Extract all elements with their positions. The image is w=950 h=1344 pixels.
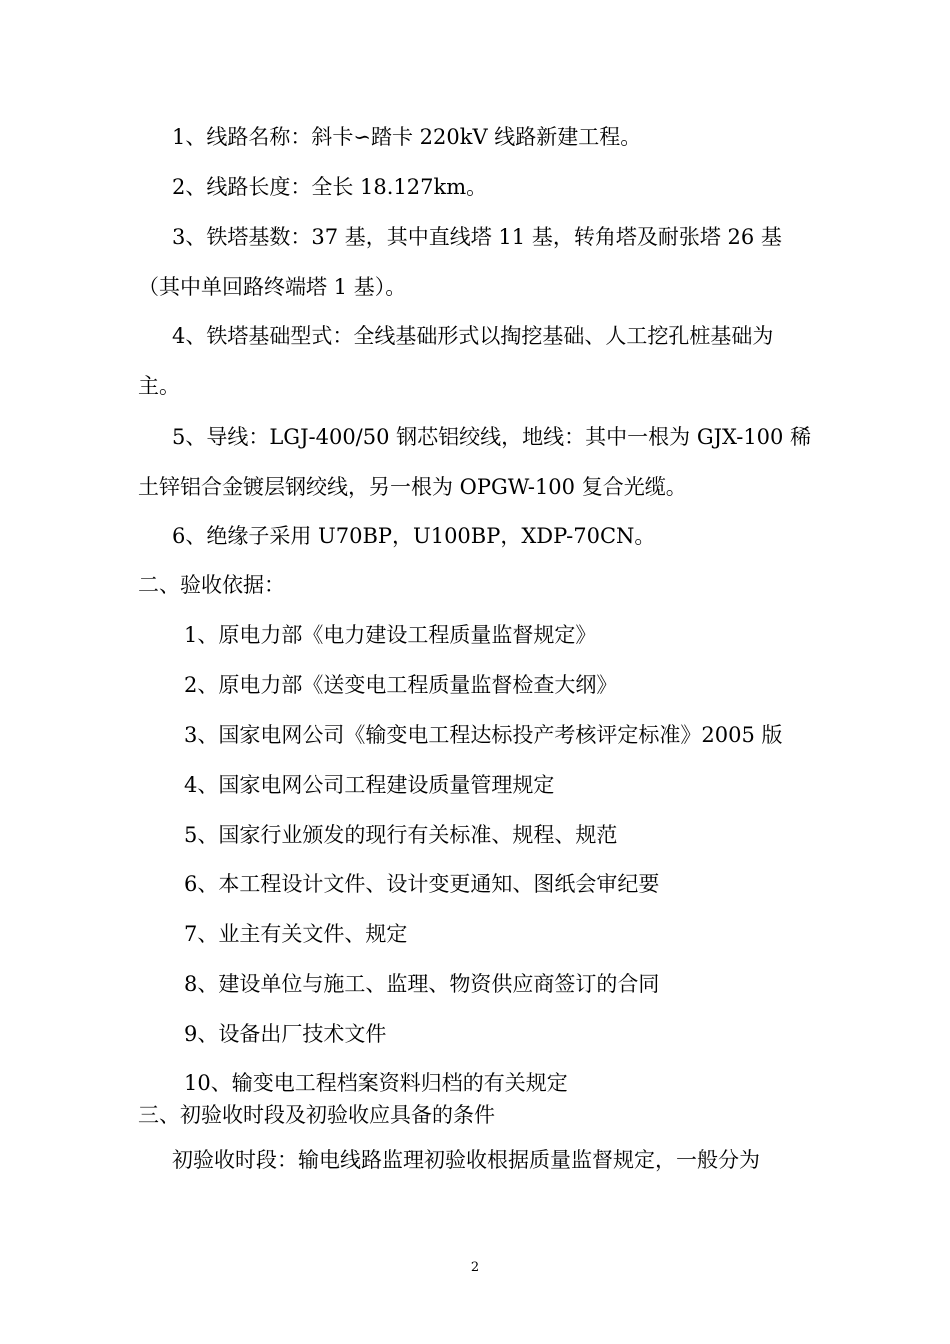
list-item: 3、国家电网公司《输变电工程达标投产考核评定标准》2005 版 (184, 723, 783, 747)
page-number: 2 (470, 1260, 480, 1275)
list-item: 4、国家电网公司工程建设质量管理规定 (184, 773, 555, 797)
project-item-tower-count: 3、铁塔基数：37 基，其中直线塔 11 基，转角塔及耐张塔 26 基 (172, 225, 782, 249)
list-item: 10、输变电工程档案资料归档的有关规定 (184, 1071, 568, 1095)
project-item-conductor-cont: 土锌铝合金镀层钢绞线，另一根为 OPGW-100 复合光缆。 (138, 475, 687, 499)
list-item: 6、本工程设计文件、设计变更通知、图纸会审纪要 (184, 872, 660, 896)
project-item-line-length: 2、线路长度：全长 18.127km。 (172, 175, 488, 199)
section3-heading: 三、初验收时段及初验收应具备的条件 (138, 1103, 495, 1127)
list-item: 9、设备出厂技术文件 (184, 1022, 387, 1046)
list-item: 7、业主有关文件、规定 (184, 922, 408, 946)
project-item-tower-count-cont: （其中单回路终端塔 1 基）。 (138, 275, 407, 299)
project-item-foundation-type-cont: 主。 (138, 374, 180, 398)
project-item-line-name: 1、线路名称：斜卡∽踏卡 220kV 线路新建工程。 (172, 125, 642, 149)
project-item-conductor: 5、导线：LGJ-400/50 钢芯铝绞线，地线：其中一根为 GJX-100 稀 (172, 425, 812, 449)
list-item: 5、国家行业颁发的现行有关标准、规程、规范 (184, 823, 618, 847)
list-item: 2、原电力部《送变电工程质量监督检查大纲》 (184, 673, 618, 697)
project-item-insulator: 6、绝缘子采用 U70BP，U100BP，XDP-70CN。 (172, 524, 656, 548)
section2-heading: 二、验收依据： (138, 573, 285, 597)
list-item: 1、原电力部《电力建设工程质量监督规定》 (184, 623, 597, 647)
project-item-foundation-type: 4、铁塔基础型式：全线基础形式以掏挖基础、人工挖孔桩基础为 (172, 324, 774, 348)
section3-paragraph: 初验收时段：输电线路监理初验收根据质量监督规定，一般分为 (172, 1148, 760, 1172)
list-item: 8、建设单位与施工、监理、物资供应商签订的合同 (184, 972, 660, 996)
